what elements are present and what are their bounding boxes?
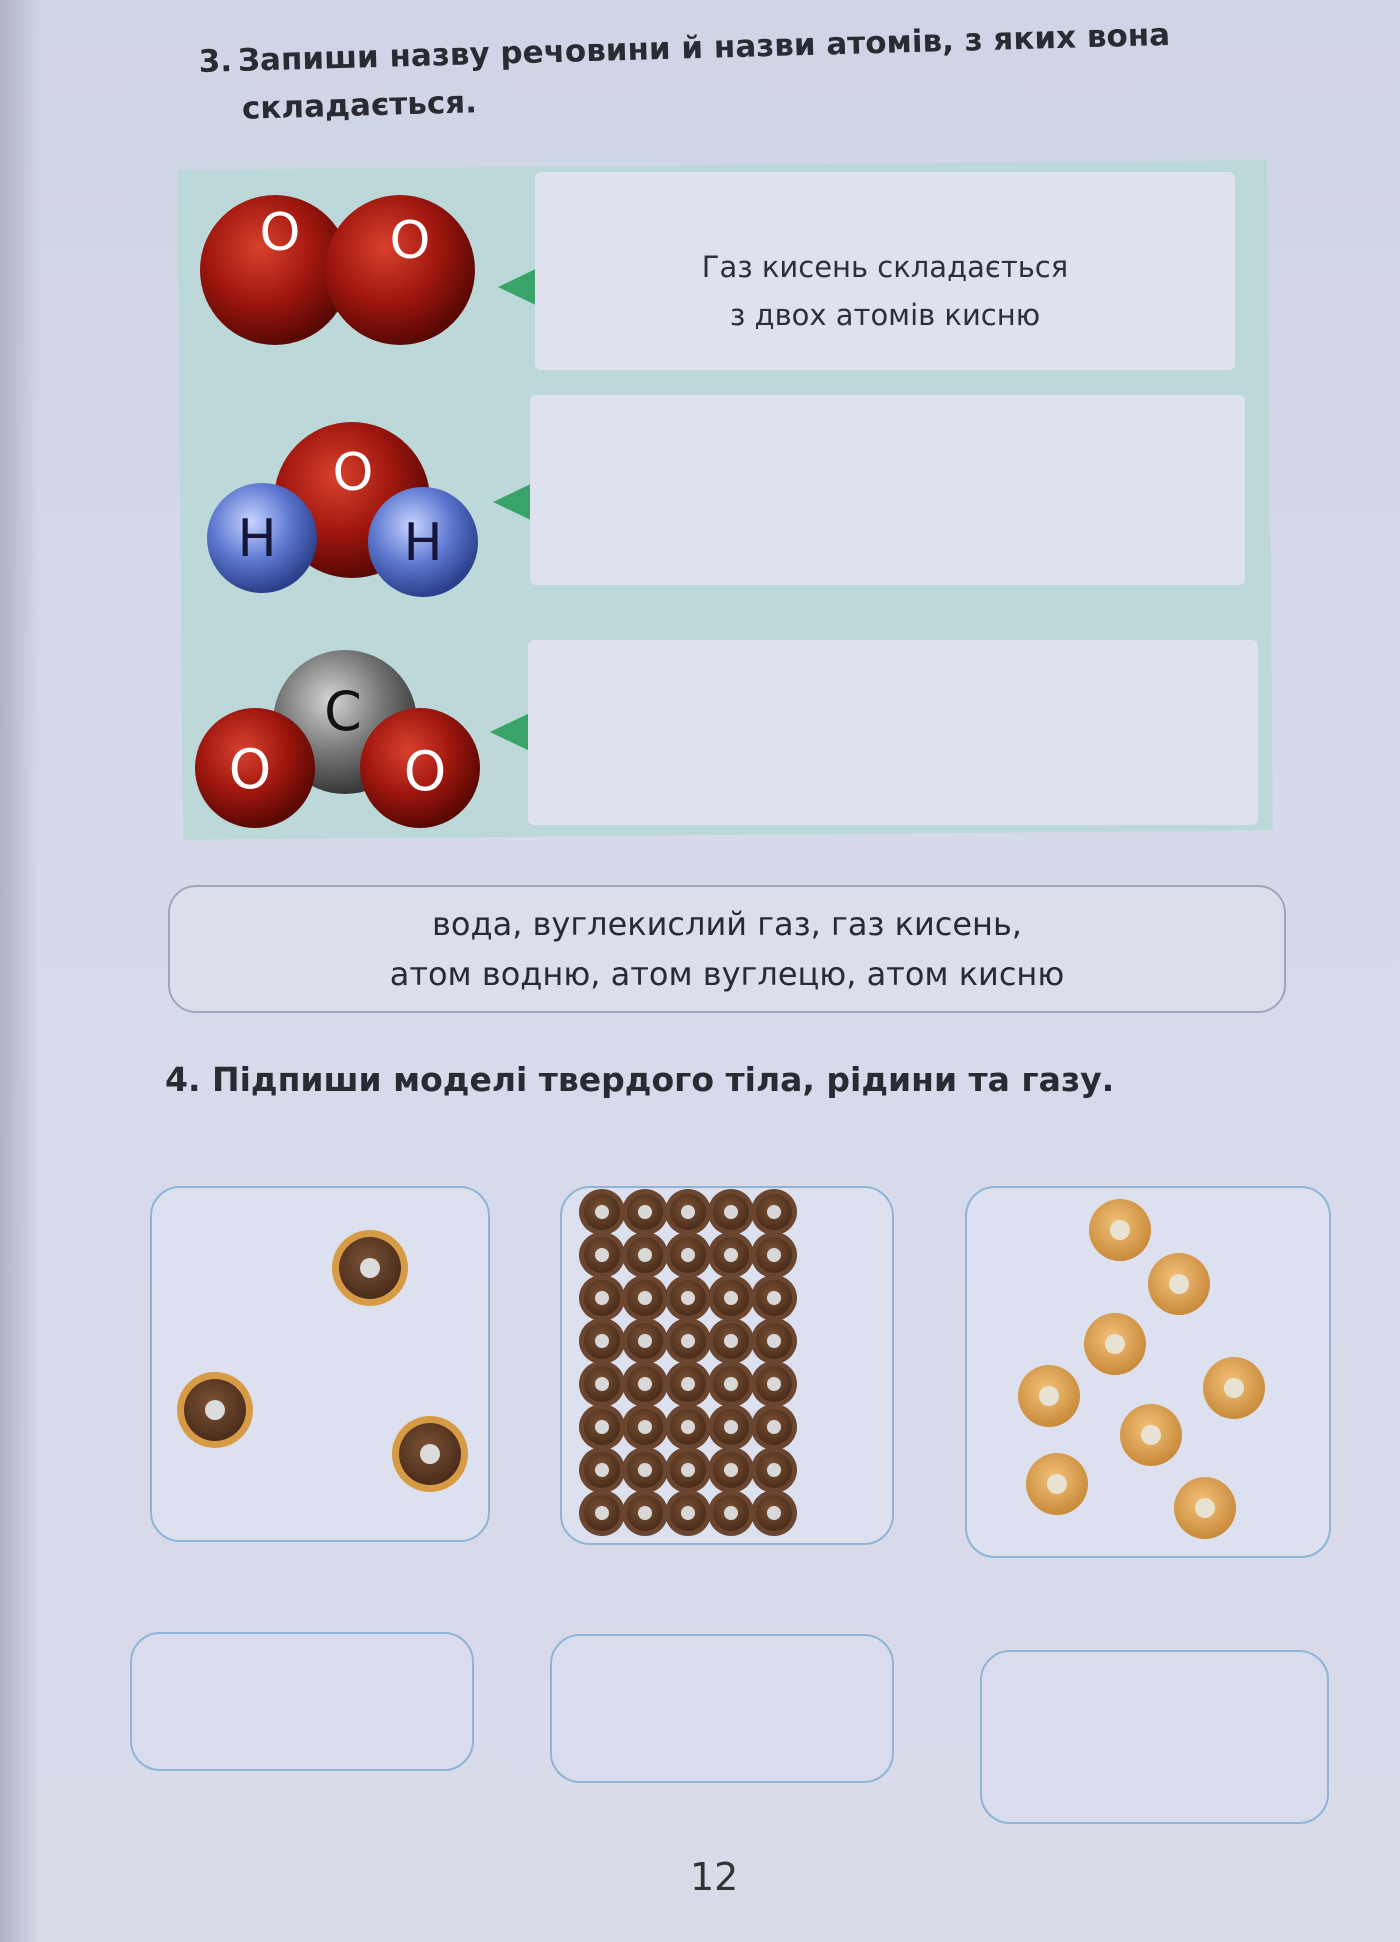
donut-particle bbox=[622, 1490, 668, 1536]
donut-particle bbox=[751, 1318, 797, 1364]
donut-particle bbox=[622, 1318, 668, 1364]
donut-particle bbox=[1148, 1253, 1210, 1315]
donut-particle bbox=[751, 1361, 797, 1407]
donut-particle bbox=[708, 1447, 754, 1493]
donut-particle bbox=[579, 1275, 625, 1321]
atom-label: O bbox=[403, 740, 447, 803]
donut-particle bbox=[579, 1232, 625, 1278]
answer-box-3[interactable] bbox=[528, 640, 1258, 825]
atom-label: H bbox=[237, 509, 277, 569]
atom-label: H bbox=[403, 513, 443, 573]
atom-label: O bbox=[389, 211, 431, 271]
donut-particle bbox=[332, 1230, 408, 1306]
donut-particle bbox=[622, 1404, 668, 1450]
donut-particle bbox=[622, 1232, 668, 1278]
donut-particle bbox=[579, 1490, 625, 1536]
donut-particle bbox=[708, 1318, 754, 1364]
donut-particle bbox=[751, 1189, 797, 1235]
atom-label: O bbox=[259, 203, 301, 263]
liquid-model bbox=[967, 1188, 1329, 1556]
solid-model bbox=[562, 1188, 892, 1543]
donut-particle bbox=[751, 1490, 797, 1536]
donut-particle bbox=[177, 1372, 253, 1448]
donut-particle bbox=[622, 1275, 668, 1321]
donut-particle bbox=[579, 1318, 625, 1364]
label-box-liquid[interactable] bbox=[980, 1650, 1329, 1824]
donut-particle bbox=[665, 1189, 711, 1235]
liquid-model-box bbox=[965, 1186, 1331, 1558]
donut-particle bbox=[1018, 1365, 1080, 1427]
donut-particle bbox=[665, 1232, 711, 1278]
oxygen-molecule bbox=[200, 190, 490, 350]
donut-particle bbox=[1026, 1453, 1088, 1515]
donut-particle bbox=[665, 1447, 711, 1493]
donut-particle bbox=[751, 1404, 797, 1450]
page-shadow bbox=[0, 0, 40, 1942]
donut-particle bbox=[1084, 1313, 1146, 1375]
donut-particle bbox=[665, 1318, 711, 1364]
donut-particle bbox=[392, 1416, 468, 1492]
donut-particle bbox=[579, 1447, 625, 1493]
donut-particle bbox=[1120, 1404, 1182, 1466]
task-4-instruction: 4. Підпиши моделі твердого тіла, рідини та газу. bbox=[165, 1060, 1115, 1099]
atom-label: C bbox=[324, 680, 362, 743]
atom-label: O bbox=[228, 738, 272, 801]
donut-particle bbox=[579, 1361, 625, 1407]
carbon-dioxide-molecule bbox=[195, 650, 485, 830]
task-3-number: 3. bbox=[198, 43, 233, 80]
donut-particle bbox=[1089, 1199, 1151, 1261]
donut-particle bbox=[1174, 1477, 1236, 1539]
page-number: 12 bbox=[690, 1855, 739, 1899]
label-box-solid[interactable] bbox=[550, 1634, 894, 1783]
label-box-gas[interactable] bbox=[130, 1632, 474, 1771]
donut-particle bbox=[622, 1189, 668, 1235]
gas-model bbox=[152, 1188, 488, 1540]
word-bank-line-2: атом водню, атом вуглецю, атом кисню bbox=[389, 955, 1065, 993]
donut-particle bbox=[665, 1404, 711, 1450]
donut-particle bbox=[708, 1232, 754, 1278]
donut-particle bbox=[708, 1275, 754, 1321]
word-bank-line-1: вода, вуглекислий газ, газ кисень, bbox=[432, 905, 1022, 943]
water-molecule bbox=[205, 420, 480, 590]
task-3-instruction bbox=[198, 8, 1260, 134]
task-3-line-2: складається. bbox=[241, 84, 478, 127]
answer-line-1: Газ кисень складається bbox=[701, 250, 1069, 284]
task-3-line-1: Запиши назву речовини й назви атомів, з яких вона bbox=[237, 16, 1171, 79]
gas-model-box bbox=[150, 1186, 490, 1542]
donut-particle bbox=[1203, 1357, 1265, 1419]
donut-particle bbox=[622, 1361, 668, 1407]
word-bank bbox=[168, 885, 1286, 1013]
solid-model-box bbox=[560, 1186, 894, 1545]
donut-particle bbox=[579, 1189, 625, 1235]
donut-particle bbox=[665, 1490, 711, 1536]
answer-box-2[interactable] bbox=[530, 395, 1245, 585]
donut-particle bbox=[708, 1361, 754, 1407]
donut-particle bbox=[708, 1490, 754, 1536]
donut-particle bbox=[708, 1189, 754, 1235]
donut-particle bbox=[579, 1404, 625, 1450]
donut-particle bbox=[751, 1275, 797, 1321]
answer-line-2: з двох атомів кисню bbox=[729, 298, 1041, 332]
answer-box-1[interactable] bbox=[535, 172, 1235, 370]
donut-particle bbox=[751, 1447, 797, 1493]
donut-particle bbox=[622, 1447, 668, 1493]
donut-particle bbox=[751, 1232, 797, 1278]
donut-particle bbox=[665, 1361, 711, 1407]
atom-label: O bbox=[332, 443, 374, 503]
donut-particle bbox=[665, 1275, 711, 1321]
donut-particle bbox=[708, 1404, 754, 1450]
